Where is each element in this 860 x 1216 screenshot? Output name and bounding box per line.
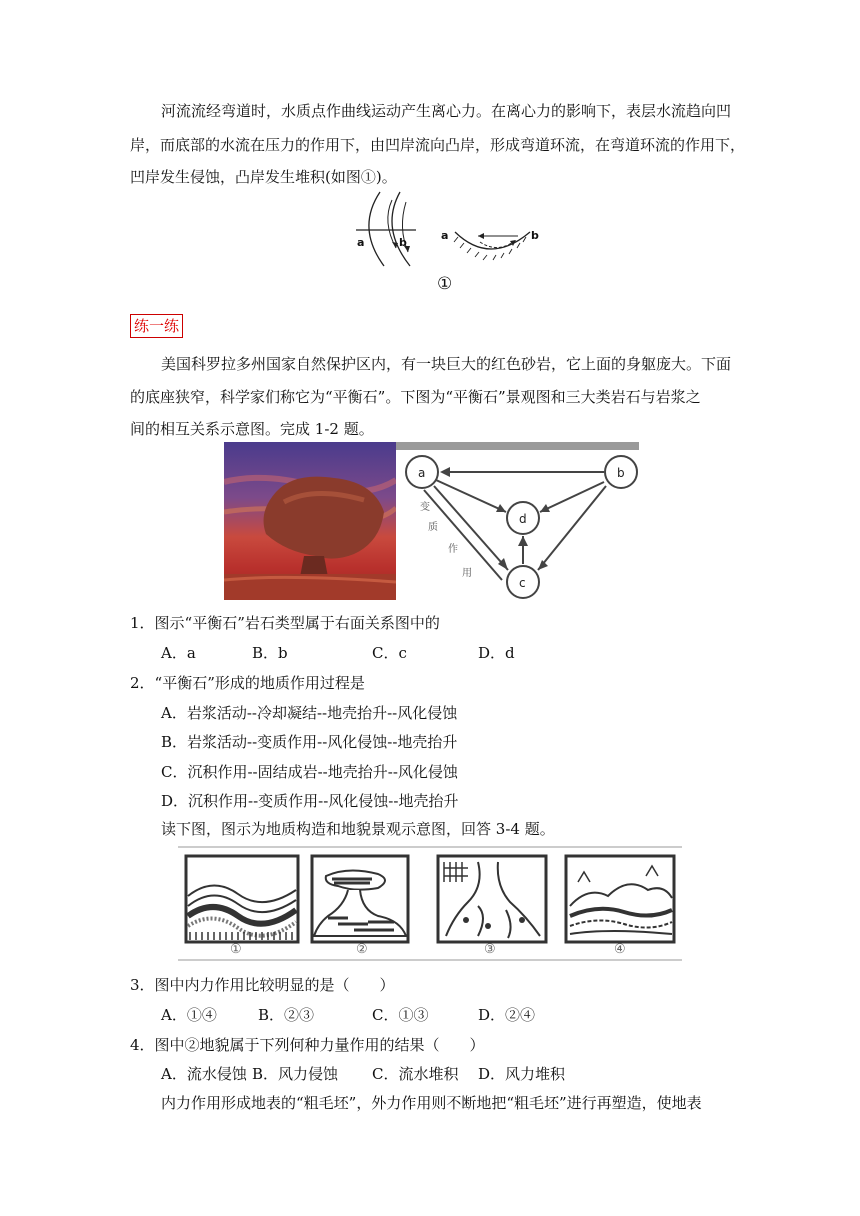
intro-line-2: 岸，而底部的水流在压力的作用下，由凹岸流向凸岸，形成弯道环流，在弯道环流的作用下， — [130, 136, 746, 154]
panel-1-folded-strata — [186, 856, 298, 942]
passage-line-3: 间的相互关系示意图。完成 1-2 题。 — [130, 420, 374, 438]
balanced-rock-photo — [224, 442, 396, 600]
q3-option-c: C．①③ — [372, 1006, 429, 1024]
fig1-label-a-left: a — [357, 236, 365, 249]
q1-option-a: A．a — [161, 644, 196, 662]
fig1-label-a-right: a — [441, 229, 449, 242]
node-b-label: b — [617, 466, 625, 480]
river-bank-right — [392, 192, 410, 266]
q1-option-b: B．b — [252, 644, 288, 662]
channel-cross-section — [455, 232, 530, 249]
q4-option-b: B．风力侵蚀 — [252, 1065, 339, 1083]
q3-option-d: D．②④ — [478, 1006, 536, 1024]
side-text-2: 质 — [428, 522, 438, 533]
panel-label-1: ① — [230, 942, 242, 957]
practice-tag: 练一练 — [130, 314, 183, 338]
closing-line: 内力作用形成地表的“粗毛坯”，外力作用则不断地把“粗毛坯”进行再塑造，使地表 — [161, 1094, 702, 1112]
fig1-label-b-right: b — [531, 229, 539, 242]
side-text-1: 变 — [420, 502, 430, 513]
node-d-label: d — [519, 512, 527, 526]
q4-option-d: D．风力堆积 — [478, 1065, 566, 1083]
q3-stem: 3．图中内力作用比较明显的是（ ） — [130, 976, 395, 994]
q2-option-a: A．岩浆活动--冷却凝结--地壳抬升--风化侵蚀 — [161, 704, 458, 722]
fig1-label-b-left: b — [399, 236, 407, 249]
panel-2-mushroom-rock — [312, 856, 408, 942]
passage-line-1: 美国科罗拉多州国家自然保护区内，有一块巨大的红色砂岩，它上面的身躯庞大。下面 — [161, 355, 732, 373]
q1-option-d: D．d — [478, 644, 515, 662]
q1-stem: 1．图示“平衡石”岩石类型属于右面关系图中的 — [130, 614, 440, 632]
q3-option-a: A．①④ — [161, 1006, 217, 1024]
q4-option-c: C．流水堆积 — [372, 1065, 459, 1083]
rock-cycle-diagram — [396, 442, 639, 600]
landform-figure — [178, 846, 682, 962]
panel-label-2: ② — [356, 942, 368, 957]
intro-line-1: 河流流经弯道时，水质点作曲线运动产生离心力。在离心力的影响下，表层水流趋向凹 — [161, 102, 732, 120]
panel-4-mountain — [566, 856, 674, 942]
passage-line-2: 的底座狭窄，科学家们称它为“平衡石”。下图为“平衡石”景观图和三大类岩石与岩浆之 — [130, 388, 701, 406]
side-text-3: 作 — [448, 544, 458, 555]
q4-stem: 4．图中②地貌属于下列何种力量作用的结果（ ） — [130, 1036, 485, 1054]
panel-3-canyon — [438, 856, 546, 942]
q3-option-b: B．②③ — [258, 1006, 315, 1024]
q1-option-c: C．c — [372, 644, 407, 662]
river-bank-left — [369, 192, 384, 266]
fig1-caption: ① — [437, 274, 453, 294]
q2-option-d: D．沉积作用--变质作用--风化侵蚀--地壳抬升 — [161, 792, 459, 810]
q4-option-a: A．流水侵蚀 — [161, 1065, 247, 1083]
node-a-label: a — [418, 466, 426, 480]
panel-label-4: ④ — [614, 942, 626, 957]
q2-option-b: B．岩浆活动--变质作用--风化侵蚀--地壳抬升 — [161, 733, 458, 751]
read-instruction: 读下图，图示为地质构造和地貌景观示意图，回答 3-4 题。 — [161, 820, 555, 838]
q2-stem: 2．“平衡石”形成的地质作用过程是 — [130, 674, 365, 692]
side-text-4: 用 — [462, 568, 472, 579]
rock-pedestal — [300, 556, 328, 577]
panel-label-3: ③ — [484, 942, 496, 957]
river-bend-figure — [350, 188, 550, 270]
intro-line-3: 凹岸发生侵蚀，凸岸发生堆积(如图①)。 — [130, 168, 397, 186]
q2-option-c: C．沉积作用--固结成岩--地壳抬升--风化侵蚀 — [161, 763, 458, 781]
node-c-label: c — [519, 576, 526, 590]
